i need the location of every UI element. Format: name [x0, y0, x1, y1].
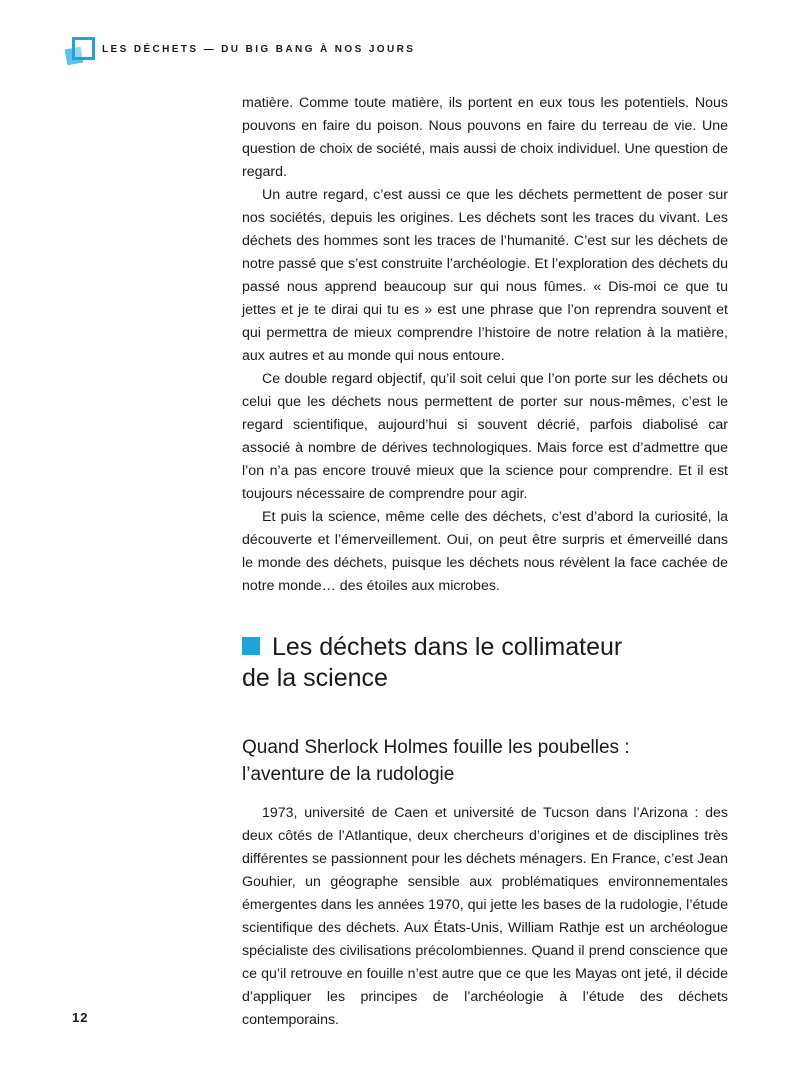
section-heading-line2: de la science — [242, 664, 388, 692]
subsection-heading-line2: l’aventure de la rudologie — [242, 764, 455, 785]
section-heading-line1: Les déchets dans le collimateur — [272, 633, 623, 661]
subsection-heading — [242, 734, 728, 788]
body-paragraph: matière. Comme toute matière, ils portent en eux tous les potentiels. Nous pouvons en faire du poison. Nous pouvons en faire du terreau de vie. Une question de choix de société, mais aussi de choix individuel. Une question de regard. — [242, 95, 728, 180]
page-number: 12 — [72, 1010, 89, 1025]
subsection-heading-line1: Quand Sherlock Holmes fouille les poubelles : — [242, 737, 630, 758]
body-paragraph: Et puis la science, même celle des déchets, c’est d’abord la curiosité, la découverte et l’émerveillement. Oui, on peut être surpris et émerveillé dans le monde des déchets, puisque les déchets nous révèlent la face cachée de notre monde… des étoiles aux microbes. — [242, 509, 728, 594]
running-header-title: LES DÉCHETS — DU BIG BANG À NOS JOURS — [102, 44, 416, 55]
body-paragraph: Un autre regard, c’est aussi ce que les déchets permettent de poser sur nos sociétés, depuis les origines. Les déchets sont les traces du vivant. Les déchets des hommes sont les traces de l’humanité. C’est sur les déchets de notre passé que s’est construite l’archéologie. Et l’exploration des déchets du passé nous apprend beaucoup sur qui nous fûmes. « Dis-moi ce que tu jettes et je te dirai qui tu es » est une phrase que l’on reprendra souvent et qui permettra de mieux comprendre l’histoire de notre relation à la matière, aux autres et au monde qui nous entoure. — [242, 187, 728, 364]
body-paragraph: 1973, université de Caen et université de Tucson dans l’Arizona : des deux côtés de l’Atlantique, deux chercheurs d’origines et de disciplines très différentes se passionnent pour les déchets ménagers. En France, c’est Jean Gouhier, un géographe sensible aux problématiques environnementales émergentes dans les années 1970, qui jette les bases de la rudologie, l’étude scientifique des déchets. Aux États-Unis, William Rathje est un archéologue spécialiste des civilisations précolombiennes. Quand il prend conscience que ce qu’il retrouve en fouille n’est autre que ce que les Mayas ont jeté, il décide d’appliquer les principes de l’archéologie à l’étude des déchets contemporains. — [242, 805, 728, 1028]
square-bullet-icon — [242, 637, 260, 655]
running-header — [64, 36, 764, 70]
page-body — [242, 92, 728, 1032]
section-heading — [242, 632, 728, 694]
body-paragraph: Ce double regard objectif, qu’il soit celui que l’on porte sur les déchets ou celui que les déchets nous permettent de porter sur nous-mêmes, c’est le regard scientifique, aujourd’hui si souvent décrié, parfois diabolisé car associé à nombre de dérives technologiques. Mais force est d’admettre que l’on n’a pas encore trouvé mieux que la science pour comprendre. Et il est toujours nécessaire de comprendre pour agir. — [242, 371, 728, 502]
overlapping-squares-icon — [64, 36, 98, 70]
